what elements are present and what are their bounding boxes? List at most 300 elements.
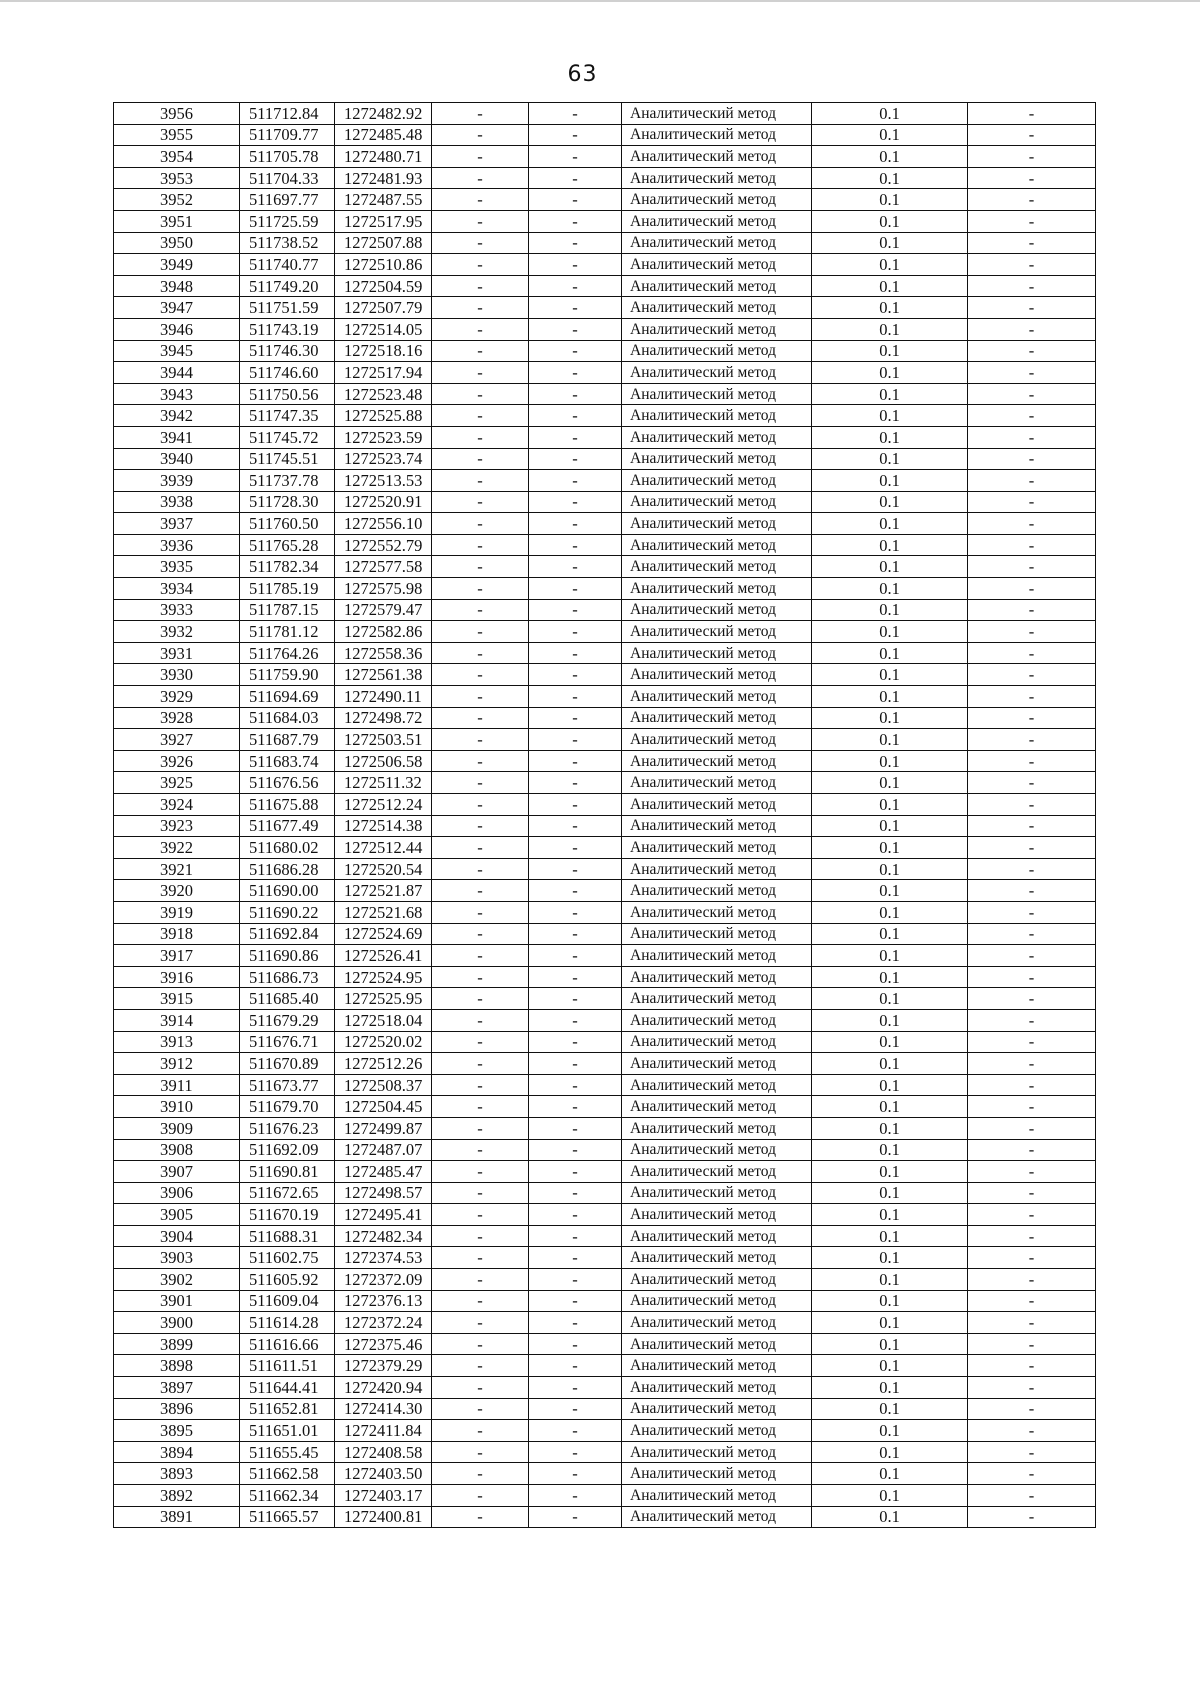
y-coordinate-cell: 1272498.72 xyxy=(335,707,432,729)
point-number-cell: 3943 xyxy=(114,383,240,405)
table-row xyxy=(114,772,1096,794)
empty-cell: - xyxy=(968,837,1096,859)
accuracy-cell: 0.1 xyxy=(812,1139,968,1161)
empty-cell: - xyxy=(432,167,529,189)
x-coordinate-cell: 511602.75 xyxy=(240,1247,335,1269)
empty-cell: - xyxy=(432,1312,529,1334)
empty-cell: - xyxy=(968,815,1096,837)
table-row xyxy=(114,578,1096,600)
x-coordinate-cell: 511705.78 xyxy=(240,146,335,168)
table-row xyxy=(114,664,1096,686)
accuracy-cell: 0.1 xyxy=(812,1355,968,1377)
table-row xyxy=(114,124,1096,146)
point-number-cell: 3937 xyxy=(114,513,240,535)
empty-cell: - xyxy=(529,966,622,988)
empty-cell: - xyxy=(432,1225,529,1247)
empty-cell: - xyxy=(432,405,529,427)
empty-cell: - xyxy=(968,1225,1096,1247)
accuracy-cell: 0.1 xyxy=(812,232,968,254)
empty-cell: - xyxy=(529,146,622,168)
empty-cell: - xyxy=(968,426,1096,448)
method-cell: Аналитический метод xyxy=(622,1355,812,1377)
method-cell: Аналитический метод xyxy=(622,362,812,384)
y-coordinate-cell: 1272420.94 xyxy=(335,1377,432,1399)
point-number-cell: 3938 xyxy=(114,491,240,513)
empty-cell: - xyxy=(432,1506,529,1528)
table-row xyxy=(114,1485,1096,1507)
empty-cell: - xyxy=(968,1290,1096,1312)
point-number-cell: 3953 xyxy=(114,167,240,189)
empty-cell: - xyxy=(968,210,1096,232)
empty-cell: - xyxy=(968,1117,1096,1139)
empty-cell: - xyxy=(529,858,622,880)
x-coordinate-cell: 511614.28 xyxy=(240,1312,335,1334)
point-number-cell: 3914 xyxy=(114,1009,240,1031)
empty-cell: - xyxy=(968,707,1096,729)
method-cell: Аналитический метод xyxy=(622,707,812,729)
accuracy-cell: 0.1 xyxy=(812,1269,968,1291)
method-cell: Аналитический метод xyxy=(622,858,812,880)
accuracy-cell: 0.1 xyxy=(812,966,968,988)
x-coordinate-cell: 511765.28 xyxy=(240,534,335,556)
table-row xyxy=(114,880,1096,902)
empty-cell: - xyxy=(432,1247,529,1269)
x-coordinate-cell: 511750.56 xyxy=(240,383,335,405)
table-row xyxy=(114,1182,1096,1204)
y-coordinate-cell: 1272526.41 xyxy=(335,945,432,967)
x-coordinate-cell: 511673.77 xyxy=(240,1074,335,1096)
y-coordinate-cell: 1272518.04 xyxy=(335,1009,432,1031)
empty-cell: - xyxy=(529,1333,622,1355)
empty-cell: - xyxy=(529,901,622,923)
empty-cell: - xyxy=(968,103,1096,125)
empty-cell: - xyxy=(432,470,529,492)
empty-cell: - xyxy=(529,945,622,967)
table-row xyxy=(114,1096,1096,1118)
point-number-cell: 3911 xyxy=(114,1074,240,1096)
x-coordinate-cell: 511690.00 xyxy=(240,880,335,902)
accuracy-cell: 0.1 xyxy=(812,362,968,384)
accuracy-cell: 0.1 xyxy=(812,664,968,686)
empty-cell: - xyxy=(968,275,1096,297)
accuracy-cell: 0.1 xyxy=(812,167,968,189)
empty-cell: - xyxy=(432,664,529,686)
x-coordinate-cell: 511676.56 xyxy=(240,772,335,794)
empty-cell: - xyxy=(432,750,529,772)
point-number-cell: 3902 xyxy=(114,1269,240,1291)
x-coordinate-cell: 511677.49 xyxy=(240,815,335,837)
empty-cell: - xyxy=(968,383,1096,405)
empty-cell: - xyxy=(432,124,529,146)
empty-cell: - xyxy=(432,578,529,600)
table-row xyxy=(114,1398,1096,1420)
y-coordinate-cell: 1272521.68 xyxy=(335,901,432,923)
table-row xyxy=(114,1290,1096,1312)
y-coordinate-cell: 1272506.58 xyxy=(335,750,432,772)
empty-cell: - xyxy=(968,1355,1096,1377)
point-number-cell: 3901 xyxy=(114,1290,240,1312)
empty-cell: - xyxy=(968,1333,1096,1355)
point-number-cell: 3917 xyxy=(114,945,240,967)
empty-cell: - xyxy=(529,621,622,643)
y-coordinate-cell: 1272498.57 xyxy=(335,1182,432,1204)
empty-cell: - xyxy=(529,1117,622,1139)
method-cell: Аналитический метод xyxy=(622,923,812,945)
table-row xyxy=(114,686,1096,708)
x-coordinate-cell: 511697.77 xyxy=(240,189,335,211)
y-coordinate-cell: 1272524.95 xyxy=(335,966,432,988)
empty-cell: - xyxy=(529,750,622,772)
table-row xyxy=(114,1009,1096,1031)
point-number-cell: 3894 xyxy=(114,1441,240,1463)
empty-cell: - xyxy=(432,966,529,988)
empty-cell: - xyxy=(432,729,529,751)
method-cell: Аналитический метод xyxy=(622,1247,812,1269)
empty-cell: - xyxy=(968,1074,1096,1096)
x-coordinate-cell: 511609.04 xyxy=(240,1290,335,1312)
x-coordinate-cell: 511670.19 xyxy=(240,1204,335,1226)
table-row xyxy=(114,1117,1096,1139)
empty-cell: - xyxy=(529,1074,622,1096)
empty-cell: - xyxy=(432,275,529,297)
table-row xyxy=(114,103,1096,125)
empty-cell: - xyxy=(968,923,1096,945)
empty-cell: - xyxy=(529,599,622,621)
empty-cell: - xyxy=(968,729,1096,751)
method-cell: Аналитический метод xyxy=(622,794,812,816)
method-cell: Аналитический метод xyxy=(622,880,812,902)
empty-cell: - xyxy=(432,815,529,837)
accuracy-cell: 0.1 xyxy=(812,686,968,708)
point-number-cell: 3955 xyxy=(114,124,240,146)
empty-cell: - xyxy=(968,124,1096,146)
y-coordinate-cell: 1272507.88 xyxy=(335,232,432,254)
y-coordinate-cell: 1272524.69 xyxy=(335,923,432,945)
point-number-cell: 3897 xyxy=(114,1377,240,1399)
accuracy-cell: 0.1 xyxy=(812,1074,968,1096)
y-coordinate-cell: 1272558.36 xyxy=(335,642,432,664)
accuracy-cell: 0.1 xyxy=(812,707,968,729)
y-coordinate-cell: 1272511.32 xyxy=(335,772,432,794)
empty-cell: - xyxy=(968,1161,1096,1183)
method-cell: Аналитический метод xyxy=(622,426,812,448)
empty-cell: - xyxy=(432,340,529,362)
accuracy-cell: 0.1 xyxy=(812,1333,968,1355)
empty-cell: - xyxy=(968,578,1096,600)
accuracy-cell: 0.1 xyxy=(812,189,968,211)
x-coordinate-cell: 511728.30 xyxy=(240,491,335,513)
y-coordinate-cell: 1272374.53 xyxy=(335,1247,432,1269)
point-number-cell: 3903 xyxy=(114,1247,240,1269)
accuracy-cell: 0.1 xyxy=(812,1506,968,1528)
y-coordinate-cell: 1272514.05 xyxy=(335,318,432,340)
table-row xyxy=(114,254,1096,276)
empty-cell: - xyxy=(529,232,622,254)
table-row xyxy=(114,1204,1096,1226)
x-coordinate-cell: 511759.90 xyxy=(240,664,335,686)
accuracy-cell: 0.1 xyxy=(812,556,968,578)
method-cell: Аналитический метод xyxy=(622,103,812,125)
x-coordinate-cell: 511683.74 xyxy=(240,750,335,772)
empty-cell: - xyxy=(529,210,622,232)
empty-cell: - xyxy=(529,1355,622,1377)
empty-cell: - xyxy=(529,491,622,513)
x-coordinate-cell: 511738.52 xyxy=(240,232,335,254)
empty-cell: - xyxy=(529,1312,622,1334)
x-coordinate-cell: 511686.28 xyxy=(240,858,335,880)
empty-cell: - xyxy=(529,1182,622,1204)
empty-cell: - xyxy=(529,1290,622,1312)
method-cell: Аналитический метод xyxy=(622,945,812,967)
method-cell: Аналитический метод xyxy=(622,1506,812,1528)
table-row xyxy=(114,491,1096,513)
empty-cell: - xyxy=(529,642,622,664)
empty-cell: - xyxy=(529,815,622,837)
y-coordinate-cell: 1272487.07 xyxy=(335,1139,432,1161)
empty-cell: - xyxy=(968,1139,1096,1161)
accuracy-cell: 0.1 xyxy=(812,318,968,340)
accuracy-cell: 0.1 xyxy=(812,858,968,880)
table-row xyxy=(114,794,1096,816)
y-coordinate-cell: 1272507.79 xyxy=(335,297,432,319)
x-coordinate-cell: 511690.81 xyxy=(240,1161,335,1183)
x-coordinate-cell: 511679.29 xyxy=(240,1009,335,1031)
empty-cell: - xyxy=(968,1247,1096,1269)
empty-cell: - xyxy=(529,470,622,492)
empty-cell: - xyxy=(432,599,529,621)
y-coordinate-cell: 1272408.58 xyxy=(335,1441,432,1463)
point-number-cell: 3950 xyxy=(114,232,240,254)
empty-cell: - xyxy=(432,1420,529,1442)
empty-cell: - xyxy=(432,1139,529,1161)
accuracy-cell: 0.1 xyxy=(812,254,968,276)
point-number-cell: 3922 xyxy=(114,837,240,859)
empty-cell: - xyxy=(529,1420,622,1442)
point-number-cell: 3952 xyxy=(114,189,240,211)
empty-cell: - xyxy=(432,1053,529,1075)
y-coordinate-cell: 1272499.87 xyxy=(335,1117,432,1139)
empty-cell: - xyxy=(529,707,622,729)
point-number-cell: 3912 xyxy=(114,1053,240,1075)
y-coordinate-cell: 1272490.11 xyxy=(335,686,432,708)
x-coordinate-cell: 511684.03 xyxy=(240,707,335,729)
empty-cell: - xyxy=(529,923,622,945)
x-coordinate-cell: 511746.60 xyxy=(240,362,335,384)
point-number-cell: 3909 xyxy=(114,1117,240,1139)
method-cell: Аналитический метод xyxy=(622,1441,812,1463)
accuracy-cell: 0.1 xyxy=(812,1117,968,1139)
empty-cell: - xyxy=(432,1161,529,1183)
empty-cell: - xyxy=(968,750,1096,772)
y-coordinate-cell: 1272485.48 xyxy=(335,124,432,146)
table-row xyxy=(114,642,1096,664)
accuracy-cell: 0.1 xyxy=(812,880,968,902)
y-coordinate-cell: 1272512.26 xyxy=(335,1053,432,1075)
empty-cell: - xyxy=(432,1182,529,1204)
x-coordinate-cell: 511690.22 xyxy=(240,901,335,923)
y-coordinate-cell: 1272523.59 xyxy=(335,426,432,448)
empty-cell: - xyxy=(432,772,529,794)
accuracy-cell: 0.1 xyxy=(812,210,968,232)
point-number-cell: 3908 xyxy=(114,1139,240,1161)
table-body xyxy=(114,103,1096,1528)
y-coordinate-cell: 1272575.98 xyxy=(335,578,432,600)
accuracy-cell: 0.1 xyxy=(812,901,968,923)
point-number-cell: 3954 xyxy=(114,146,240,168)
accuracy-cell: 0.1 xyxy=(812,1290,968,1312)
method-cell: Аналитический метод xyxy=(622,1139,812,1161)
empty-cell: - xyxy=(968,362,1096,384)
x-coordinate-cell: 511737.78 xyxy=(240,470,335,492)
y-coordinate-cell: 1272508.37 xyxy=(335,1074,432,1096)
table-row xyxy=(114,470,1096,492)
point-number-cell: 3925 xyxy=(114,772,240,794)
accuracy-cell: 0.1 xyxy=(812,815,968,837)
empty-cell: - xyxy=(529,578,622,600)
empty-cell: - xyxy=(432,297,529,319)
accuracy-cell: 0.1 xyxy=(812,1031,968,1053)
empty-cell: - xyxy=(432,1074,529,1096)
table-row xyxy=(114,1269,1096,1291)
accuracy-cell: 0.1 xyxy=(812,383,968,405)
empty-cell: - xyxy=(432,686,529,708)
empty-cell: - xyxy=(432,513,529,535)
point-number-cell: 3936 xyxy=(114,534,240,556)
table-row xyxy=(114,1333,1096,1355)
coordinates-table xyxy=(113,102,1096,1528)
table-row xyxy=(114,1420,1096,1442)
x-coordinate-cell: 511651.01 xyxy=(240,1420,335,1442)
table-row xyxy=(114,383,1096,405)
x-coordinate-cell: 511709.77 xyxy=(240,124,335,146)
x-coordinate-cell: 511685.40 xyxy=(240,988,335,1010)
point-number-cell: 3946 xyxy=(114,318,240,340)
empty-cell: - xyxy=(529,837,622,859)
method-cell: Аналитический метод xyxy=(622,837,812,859)
y-coordinate-cell: 1272372.09 xyxy=(335,1269,432,1291)
y-coordinate-cell: 1272482.34 xyxy=(335,1225,432,1247)
point-number-cell: 3930 xyxy=(114,664,240,686)
method-cell: Аналитический метод xyxy=(622,297,812,319)
table-row xyxy=(114,210,1096,232)
point-number-cell: 3923 xyxy=(114,815,240,837)
table-row xyxy=(114,858,1096,880)
x-coordinate-cell: 511751.59 xyxy=(240,297,335,319)
empty-cell: - xyxy=(432,1290,529,1312)
x-coordinate-cell: 511675.88 xyxy=(240,794,335,816)
y-coordinate-cell: 1272523.74 xyxy=(335,448,432,470)
empty-cell: - xyxy=(529,275,622,297)
empty-cell: - xyxy=(529,362,622,384)
x-coordinate-cell: 511694.69 xyxy=(240,686,335,708)
table-row xyxy=(114,945,1096,967)
empty-cell: - xyxy=(432,491,529,513)
empty-cell: - xyxy=(968,1053,1096,1075)
y-coordinate-cell: 1272561.38 xyxy=(335,664,432,686)
empty-cell: - xyxy=(968,405,1096,427)
table-row xyxy=(114,1053,1096,1075)
empty-cell: - xyxy=(968,1441,1096,1463)
point-number-cell: 3949 xyxy=(114,254,240,276)
y-coordinate-cell: 1272481.93 xyxy=(335,167,432,189)
empty-cell: - xyxy=(968,254,1096,276)
x-coordinate-cell: 511692.09 xyxy=(240,1139,335,1161)
method-cell: Аналитический метод xyxy=(622,1420,812,1442)
x-coordinate-cell: 511662.58 xyxy=(240,1463,335,1485)
method-cell: Аналитический метод xyxy=(622,405,812,427)
point-number-cell: 3956 xyxy=(114,103,240,125)
accuracy-cell: 0.1 xyxy=(812,470,968,492)
accuracy-cell: 0.1 xyxy=(812,729,968,751)
empty-cell: - xyxy=(432,707,529,729)
point-number-cell: 3907 xyxy=(114,1161,240,1183)
table-row xyxy=(114,534,1096,556)
empty-cell: - xyxy=(968,901,1096,923)
x-coordinate-cell: 511652.81 xyxy=(240,1398,335,1420)
method-cell: Аналитический метод xyxy=(622,1053,812,1075)
point-number-cell: 3910 xyxy=(114,1096,240,1118)
x-coordinate-cell: 511743.19 xyxy=(240,318,335,340)
empty-cell: - xyxy=(968,988,1096,1010)
empty-cell: - xyxy=(968,189,1096,211)
table-row xyxy=(114,426,1096,448)
x-coordinate-cell: 511676.71 xyxy=(240,1031,335,1053)
y-coordinate-cell: 1272379.29 xyxy=(335,1355,432,1377)
empty-cell: - xyxy=(968,642,1096,664)
x-coordinate-cell: 511672.65 xyxy=(240,1182,335,1204)
accuracy-cell: 0.1 xyxy=(812,1225,968,1247)
point-number-cell: 3921 xyxy=(114,858,240,880)
empty-cell: - xyxy=(432,1269,529,1291)
point-number-cell: 3920 xyxy=(114,880,240,902)
accuracy-cell: 0.1 xyxy=(812,794,968,816)
empty-cell: - xyxy=(432,146,529,168)
empty-cell: - xyxy=(529,383,622,405)
point-number-cell: 3924 xyxy=(114,794,240,816)
empty-cell: - xyxy=(529,297,622,319)
empty-cell: - xyxy=(968,1096,1096,1118)
empty-cell: - xyxy=(432,362,529,384)
empty-cell: - xyxy=(432,1441,529,1463)
method-cell: Аналитический метод xyxy=(622,124,812,146)
x-coordinate-cell: 511692.84 xyxy=(240,923,335,945)
empty-cell: - xyxy=(968,448,1096,470)
method-cell: Аналитический метод xyxy=(622,1117,812,1139)
y-coordinate-cell: 1272372.24 xyxy=(335,1312,432,1334)
table-row xyxy=(114,1441,1096,1463)
table-row xyxy=(114,1074,1096,1096)
empty-cell: - xyxy=(432,103,529,125)
method-cell: Аналитический метод xyxy=(622,664,812,686)
point-number-cell: 3892 xyxy=(114,1485,240,1507)
accuracy-cell: 0.1 xyxy=(812,1096,968,1118)
x-coordinate-cell: 511745.51 xyxy=(240,448,335,470)
y-coordinate-cell: 1272520.54 xyxy=(335,858,432,880)
x-coordinate-cell: 511760.50 xyxy=(240,513,335,535)
empty-cell: - xyxy=(968,1312,1096,1334)
method-cell: Аналитический метод xyxy=(622,1182,812,1204)
empty-cell: - xyxy=(529,1096,622,1118)
accuracy-cell: 0.1 xyxy=(812,124,968,146)
accuracy-cell: 0.1 xyxy=(812,1247,968,1269)
method-cell: Аналитический метод xyxy=(622,1161,812,1183)
empty-cell: - xyxy=(968,470,1096,492)
empty-cell: - xyxy=(432,383,529,405)
empty-cell: - xyxy=(968,556,1096,578)
empty-cell: - xyxy=(529,103,622,125)
point-number-cell: 3898 xyxy=(114,1355,240,1377)
empty-cell: - xyxy=(968,1204,1096,1226)
